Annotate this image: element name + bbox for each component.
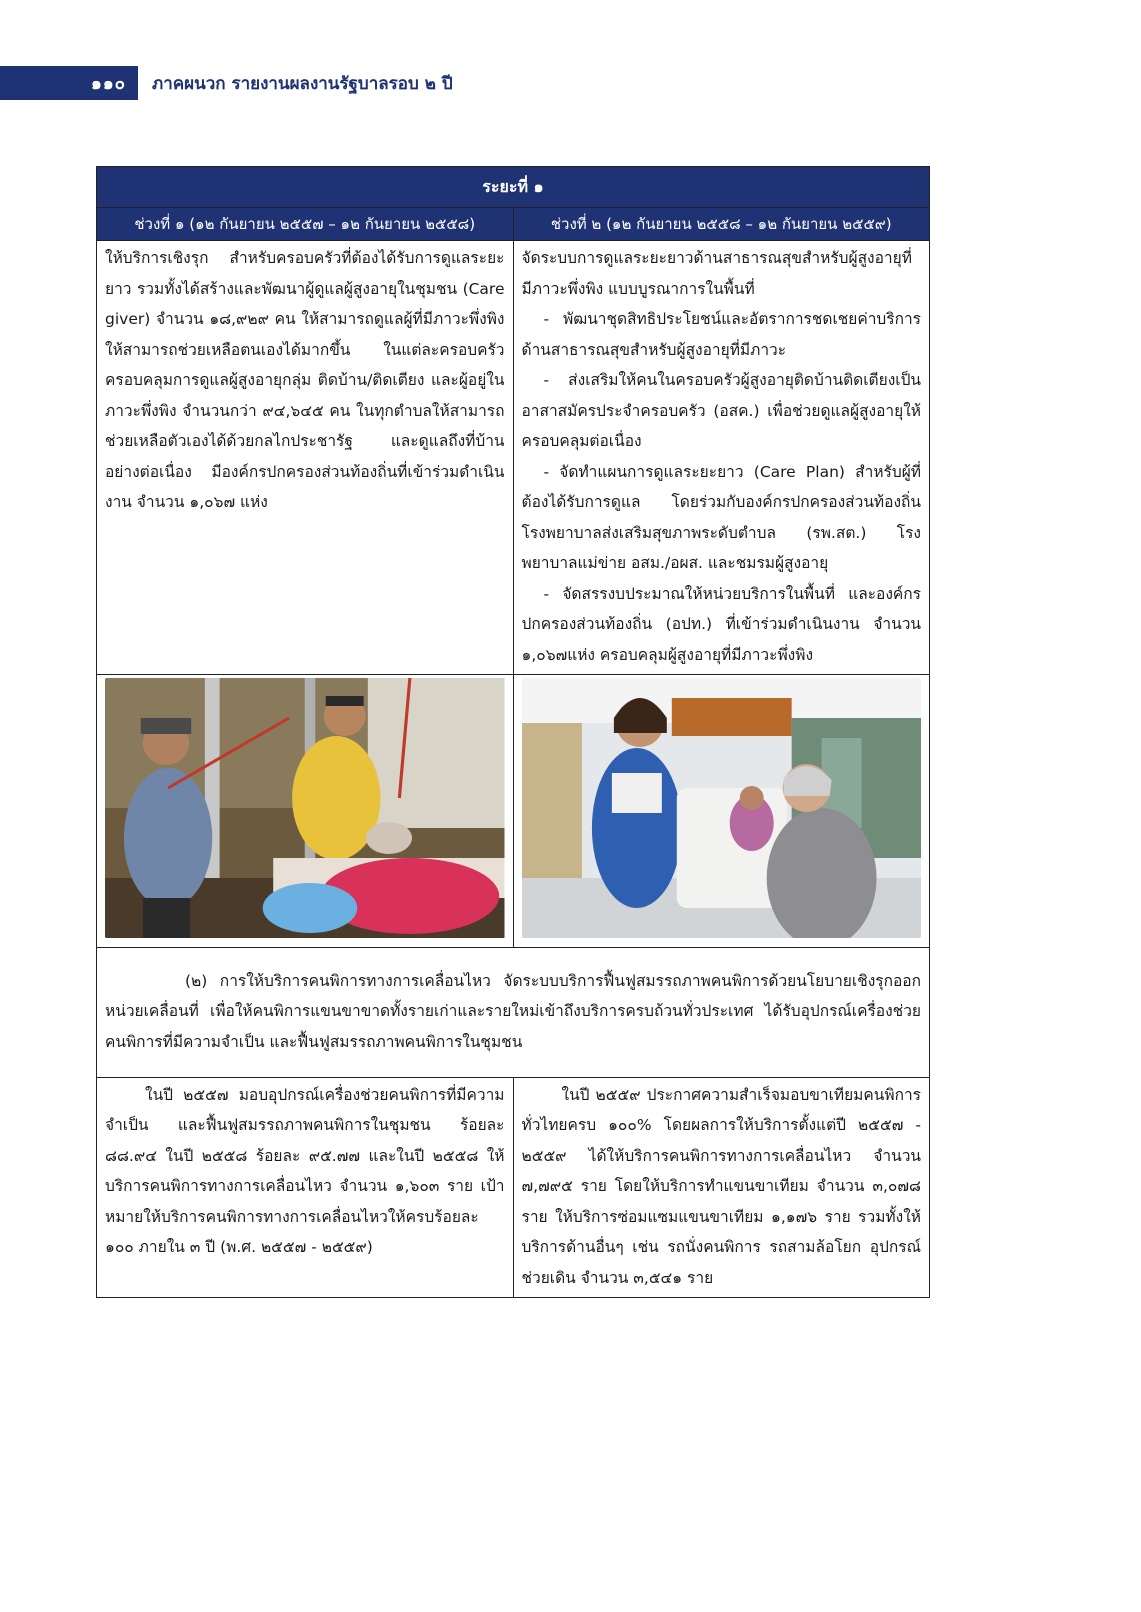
col2-cell [513, 241, 930, 675]
col2-bullet: - จัดสรรงบประมาณให้หน่วยบริการในพื้นที่ และองค์กรปกครองส่วนท้องถิ่น (อปท.) ที่เข้าร่วมดำเนินงาน จำนวน ๑,๐๖๗แห่ง ครอบคลุมผู้สูงอายุที่มีภาวะพึ่งพิง [521, 584, 921, 664]
col1-paragraph-2: ในปี ๒๕๕๗ มอบอุปกรณ์เครื่องช่วยคนพิการที่มีความจำเป็น และฟื้นฟูสมรรถภาพคนพิการในชุมชน ร้อยละ ๘๘.๙๔ ในปี ๒๕๕๘ ร้อยละ ๙๕.๗๗ และในปี ๒๕๕๘ ให้บริการคนพิการทางการเคลื่อนไหว จำนวน ๑,๖๐๓ ราย เป้าหมายให้บริการคนพิการทางการเคลื่อนไหวให้ครบร้อยละ ๑๐๐ ภายใน ๓ ปี (พ.ศ. ๒๕๕๗ - ๒๕๕๙) [105, 1085, 505, 1256]
page-title: ภาคผนวก รายงานผลงานรัฐบาลรอบ ๒ ปี [152, 74, 453, 94]
col2-intro: จัดระบบการดูแลระยะยาวด้านสาธารณสุขสำหรับผู้สูงอายุที่มีภาวะพึ่งพิง แบบบูรณาการในพื้นที่ [521, 249, 912, 298]
col2-header: ช่วงที่ ๒ (๑๒ กันยายน ๒๕๕๘ – ๑๒ กันยายน ๒๕๕๙) [513, 208, 930, 241]
col2-paragraph-2: ในปี ๒๕๕๙ ประกาศความสำเร็จมอบขาเทียมคนพิการทั่วไทยครบ ๑๐๐% โดยผลการให้บริการตั้งแต่ปี ๒๕๕๗ - ๒๕๕๙ ได้ให้บริการคนพิการทางการเคลื่อนไหว จำนวน ๗,๗๙๕ ราย โดยให้บริการทำแขนขาเทียม จำนวน ๓,๐๗๘ ราย ให้บริการซ่อมแซมแขนขาเทียม ๑,๑๗๖ ราย รวมทั้งให้บริการด้านอื่นๆ เช่น รถนั่งคนพิการ รถสามล้อโยก อุปกรณ์ช่วยเดิน จำนวน ๓,๕๔๑ ราย [521, 1085, 921, 1287]
section2-cell [97, 948, 930, 1078]
photo-home-care [105, 678, 505, 938]
phase-title: ระยะที่ ๑ [97, 167, 930, 208]
col2-cell-2 [513, 1077, 930, 1298]
page-number: ๑๑๐ [91, 73, 126, 94]
col2-bullet: - ส่งเสริมให้คนในครอบครัวผู้สูงอายุติดบ้านติดเตียงเป็นอาสาสมัครประจำครอบครัว (อสค.) เพื่อช่วยดูแลผู้สูงอายุให้ครอบคลุมต่อเนื่อง [521, 371, 921, 450]
content-table [96, 166, 930, 1298]
col1-cell [97, 241, 514, 675]
section2-paragraph: (๒) การให้บริการคนพิการทางการเคลื่อนไหว จัดระบบบริการฟื้นฟูสมรรถภาพคนพิการด้วยนโยบายเชิงรุกออกหน่วยเคลื่อนที่ เพื่อให้คนพิการแขนขาขาดทั้งรายเก่าและรายใหม่เข้าถึงบริการครบถ้วนทั่วประเทศ ได้รับอุปกรณ์เครื่องช่วยคนพิการที่มีความจำเป็น และฟื้นฟูสมรรถภาพคนพิการในชุมชน [105, 971, 921, 1051]
header-bar [0, 66, 138, 100]
photo-blood-pressure-check [522, 678, 922, 938]
photo-cell-right [513, 675, 930, 948]
col1-paragraph: ให้บริการเชิงรุก สำหรับครอบครัวที่ต้องได้รับการดูแลระยะยาว รวมทั้งได้สร้างและพัฒนาผู้ดูแลผู้สูงอายุในชุมชน (Care giver) จำนวน ๑๘,๙๒๙ คน ให้สามารถดูแลผู้ที่มีภาวะพึ่งพิงให้สามารถช่วยเหลือตนเองได้มากขึ้น ในแต่ละครอบครัว ครอบคลุมการดูแลผู้สูงอายุกลุ่ม ติดบ้าน/ติดเตียง และผู้อยู่ในภาวะพึ่งพิง จำนวนกว่า ๙๔,๖๔๕ คน ในทุกตำบลให้สามารถช่วยเหลือตัวเองได้ด้วยกลไกประชารัฐ และดูแลถึงที่บ้านอย่างต่อเนื่อง มีองค์กรปกครองส่วนท้องถิ่นที่เข้าร่วมดำเนินงาน จำนวน ๑,๐๖๗ แห่ง [105, 249, 505, 511]
col2-bullet: - จัดทำแผนการดูแลระยะยาว (Care Plan) สำหรับผู้ที่ต้องได้รับการดูแล โดยร่วมกับองค์กรปกครองส่วนท้องถิ่น โรงพยาบาลส่งเสริมสุขภาพระดับตำบล (รพ.สต.) โรงพยาบาลแม่ข่าย อสม./อผส. และชมรมผู้สูงอายุ [521, 462, 921, 572]
col2-bullet: - พัฒนาชุดสิทธิประโยชน์และอัตราการชดเชยค่าบริการด้านสาธารณสุขสำหรับผู้สูงอายุที่มีภาวะ [521, 310, 921, 359]
col1-cell-2 [97, 1077, 514, 1298]
col1-header: ช่วงที่ ๑ (๑๒ กันยายน ๒๕๕๗ – ๑๒ กันยายน ๒๕๕๘) [97, 208, 514, 241]
photo-cell-left [97, 675, 514, 948]
